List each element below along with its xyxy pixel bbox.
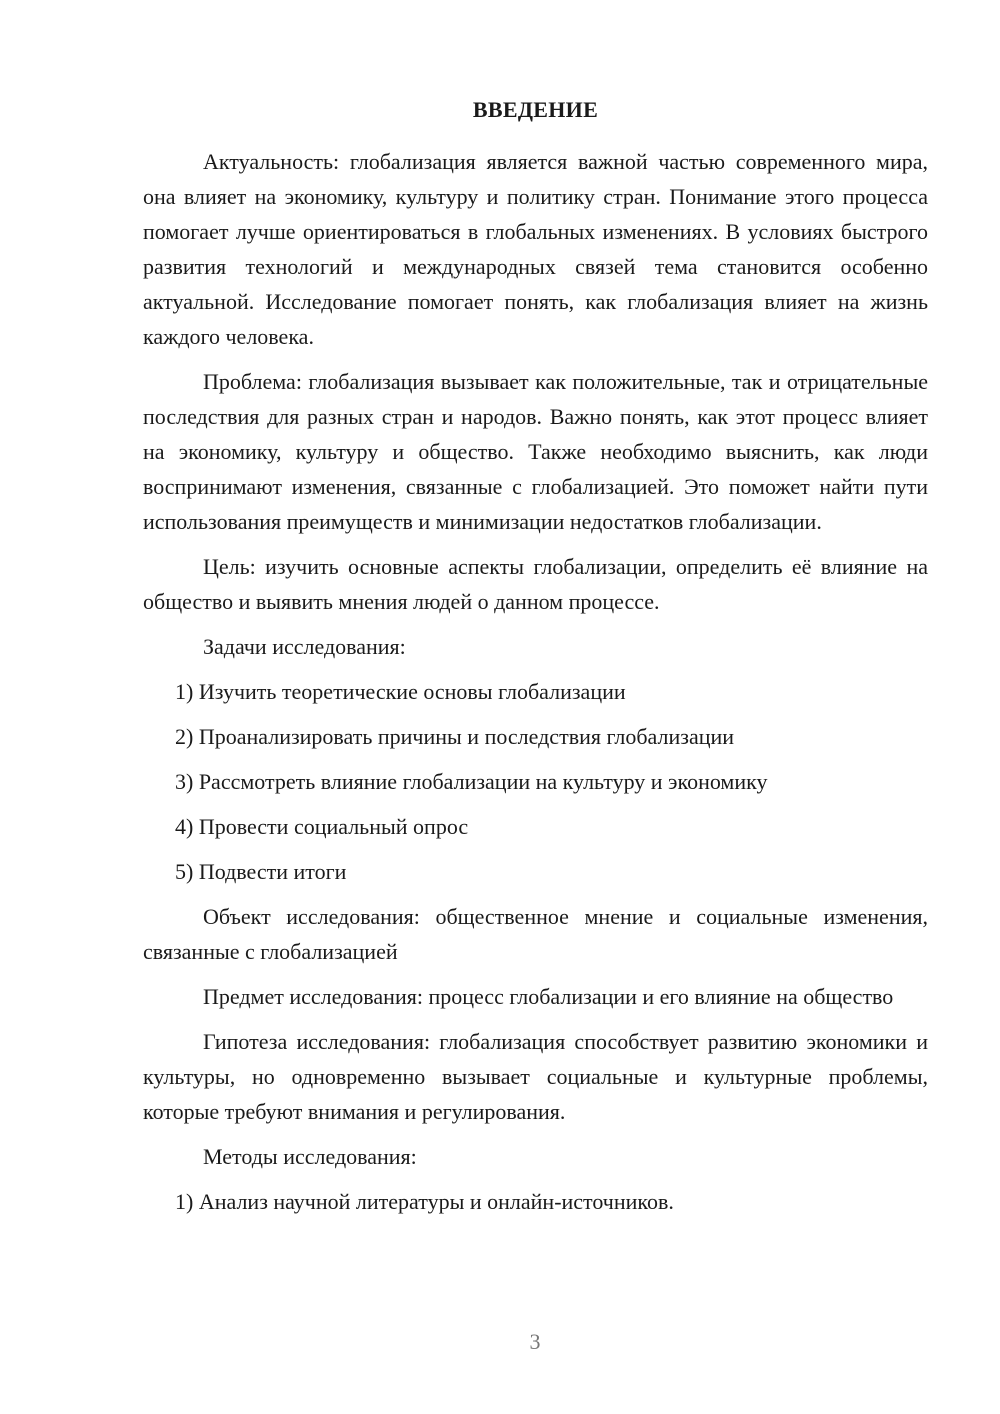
page-number: 3 (529, 1329, 541, 1354)
goal-paragraph: Цель: изучить основные аспекты глобализации, определить её влияние на общество и выявить мнения людей о данном процессе. (143, 554, 928, 614)
tasks-heading: Задачи исследования: (203, 634, 406, 659)
task-item: 4) Провести социальный опрос (175, 814, 469, 839)
relevance-paragraph: Актуальность: глобализация является важной частью современного мира, она влияет на экономику, культуру и политику стран. Понимание этого процесса помогает лучше ориентироваться в глобальных изменениях. В условиях быстрого развития технологий и международных связей тема становится особенно актуальной. Исследование помогает понять, как глобализация влияет на жизнь каждого человека. (143, 149, 928, 349)
task-item: 5) Подвести итоги (175, 859, 347, 884)
method-item: 1) Анализ научной литературы и онлайн-источников. (175, 1189, 674, 1214)
page-body (143, 144, 928, 1229)
tasks-list (143, 674, 928, 889)
page-title: ВВЕДЕНИЕ (472, 97, 599, 122)
hypothesis-paragraph: Гипотеза исследования: глобализация способствует развитию экономики и культуры, но одновременно вызывает социальные и культурные проблемы, которые требуют внимания и регулирования. (143, 1029, 928, 1124)
methods-heading: Методы исследования: (203, 1144, 417, 1169)
task-item: 2) Проанализировать причины и последствия глобализации (175, 724, 735, 749)
methods-list (143, 1184, 928, 1219)
problem-paragraph: Проблема: глобализация вызывает как положительные, так и отрицательные последствия для разных стран и народов. Важно понять, как этот процесс влияет на экономику, культуру и общество. Также необходимо выяснить, как люди воспринимают изменения, связанные с глобализацией. Это поможет найти пути использования преимуществ и минимизации недостатков глобализации. (143, 369, 928, 534)
subject-paragraph: Предмет исследования: процесс глобализации и его влияние на общество (203, 984, 894, 1009)
task-item: 1) Изучить теоретические основы глобализации (175, 679, 626, 704)
object-paragraph: Объект исследования: общественное мнение и социальные изменения, связанные с глобализацией (143, 904, 928, 964)
task-item: 3) Рассмотреть влияние глобализации на культуру и экономику (175, 769, 768, 794)
